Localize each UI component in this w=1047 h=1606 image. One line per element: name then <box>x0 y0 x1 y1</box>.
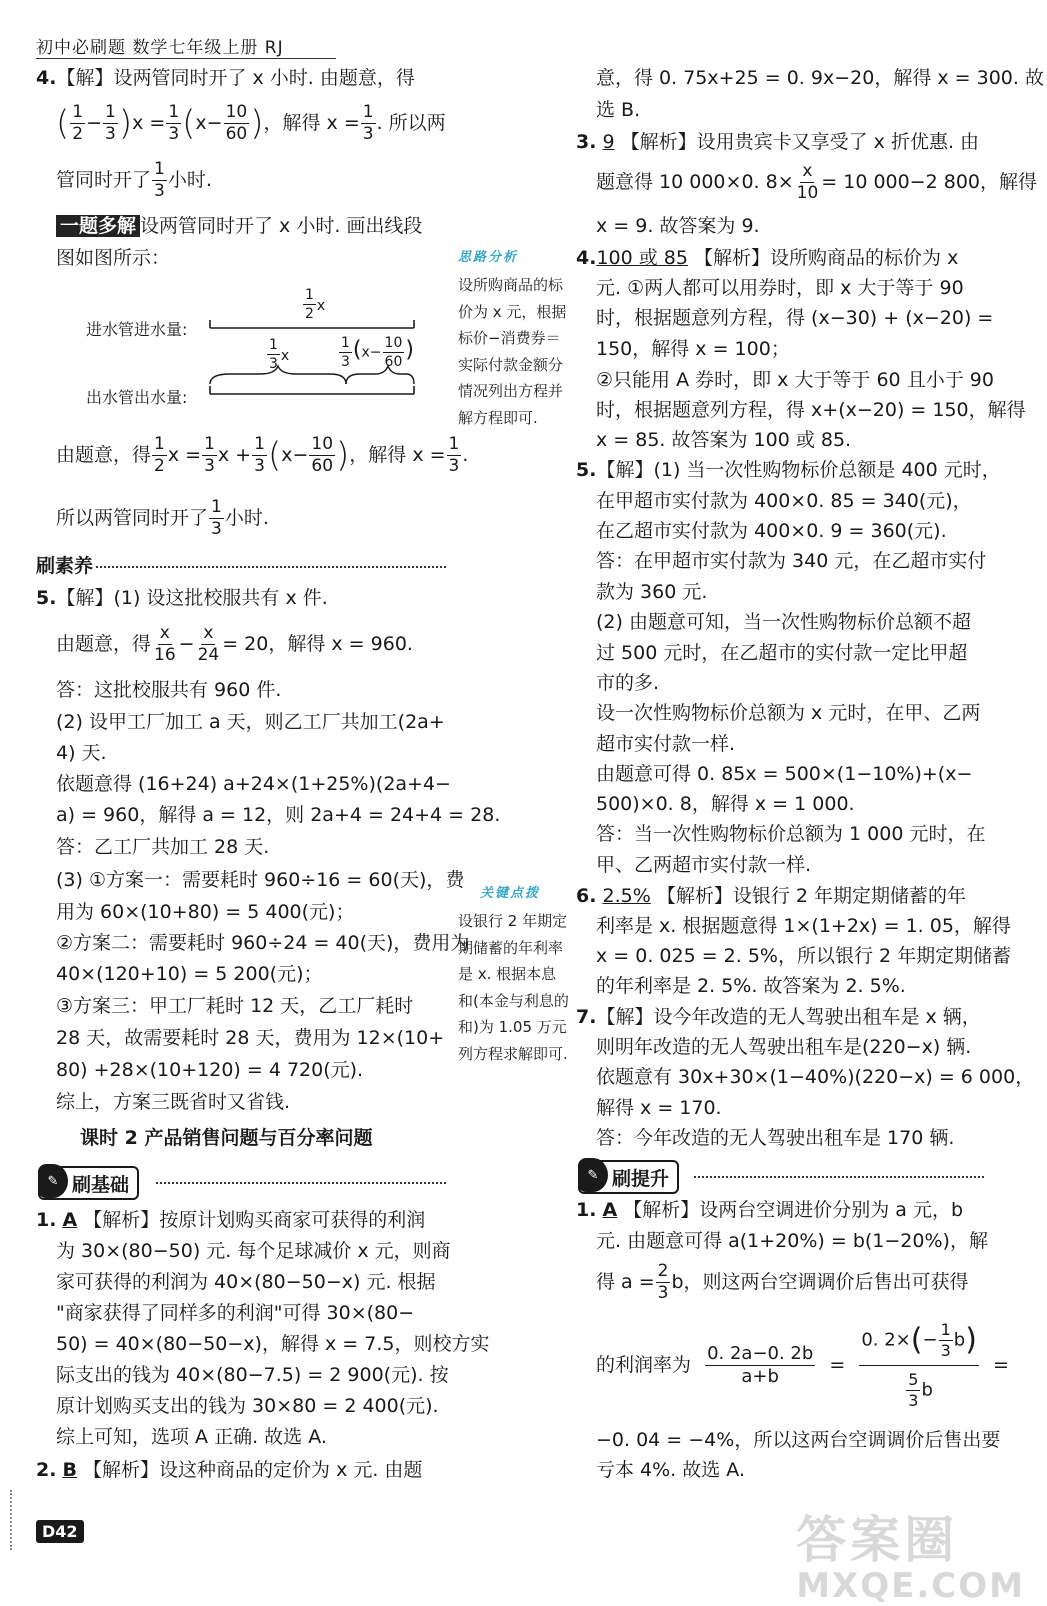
brush-icon: ✎ <box>38 1164 68 1198</box>
badge-basic-divider <box>156 1182 446 1184</box>
diagram-third-x: $\frac{1}{3}$ x <box>269 337 290 372</box>
left-q5-line5: 4) 天. <box>56 742 107 764</box>
left-q4-line3: 管同时开了 $\frac{1}{3}$ 小时. <box>56 159 212 201</box>
margin-dots <box>10 1490 12 1550</box>
right-q3-line3: x = 9. 故答案为 9. <box>596 215 760 237</box>
right-q5-line12: 500)×0. 8，解得 x = 1 000. <box>596 793 855 815</box>
right-q3-line1: 3. 9 【解析】设用贵宾卡又享受了 x 折优惠. 由 <box>576 131 980 153</box>
left-q5-line8: 答：乙工厂共加工 28 天. <box>56 836 270 858</box>
watermark-logo: 答案圈 MXQE.COM <box>796 1511 1025 1606</box>
right-q1b-line5: −0. 04 = −4%，所以这两台空调调价后售出要 <box>596 1429 1001 1451</box>
lesson-title: 课时 2 产品销售问题与百分率问题 <box>80 1127 373 1149</box>
page-number: D42 <box>36 1520 84 1543</box>
diagram-out-label: 出水管出水量: <box>86 388 188 407</box>
right-q4-line7: x = 85. 故答案为 100 或 85. <box>596 429 852 451</box>
right-q5-line4: 答：在甲超市实付款为 340 元，在乙超市实付 <box>596 550 987 572</box>
right-q2-line2: 意，得 0. 75x+25 = 0. 9x−20，解得 x = 300. 故 <box>596 67 1044 89</box>
left-q1-line2: 为 30×(80−50) 元. 每个足球减价 x 元，则商 <box>56 1240 451 1262</box>
section-divider <box>96 566 446 568</box>
right-q3-line2: 题意得 10 000×0. 8× $\frac{x}{10}$ = 10 000−2 800，解得 <box>596 161 1038 203</box>
right-q5-line13: 答：当一次性购物标价总额为 1 000 元时，在 <box>596 823 986 845</box>
diagram-third-x-minus: $\frac{1}{3}$ (x− $\frac{10}{60}$ ) <box>341 335 414 370</box>
right-q6-line4: 的年利率是 2. 5%. 故答案为 2. 5%. <box>596 975 906 997</box>
right-q7-line4: 解得 x = 170. <box>596 1097 722 1119</box>
note-label-key: 关键点拨 <box>480 886 541 901</box>
answer-choice: A <box>602 1199 618 1221</box>
right-q1b-line4: 的利润率为 $\frac{0. 2a-0. 2b}{a+b}$ = 0. 2×(− $\frac{1}{3}$ b) $\frac{5}{3}$ b = <box>596 1320 1009 1410</box>
right-q4-line3: 时，根据题意列方程，得 (x−30) + (x−20) = <box>596 307 994 329</box>
left-q1-line3: 家可获得的利润为 40×(80−50−x) 元. 根据 <box>56 1271 436 1293</box>
left-q5-line12: 40×(120+10) = 5 200(元)； <box>56 963 323 985</box>
left-q5-line10: 用为 60×(10+80) = 5 400(元)； <box>56 901 355 923</box>
page-header: 初中必刷题 数学七年级上册 RJ <box>36 38 284 58</box>
left-q5-line15: 80) +28×(10+120) = 4 720(元). <box>56 1059 364 1081</box>
left-q1-line7: 原计划购买支出的钱为 30×80 = 2 400(元). <box>56 1395 439 1417</box>
badge-advance: ✎ 刷提升 <box>578 1160 679 1194</box>
side-note-key: 设银行 2 年期定期储蓄的年利率是 x. 根据本息和(本金与利息的和)为 1.05 万元列方程求解即可. <box>458 912 569 1063</box>
section-title-practice: 刷素养 <box>36 555 94 577</box>
segment-diagram <box>80 286 440 416</box>
answer-fill: 9 <box>602 131 615 153</box>
left-q4-line2: ( $\frac{1}{2}$ − $\frac{1}{3}$ )x = $\frac{1}{3}$ (x− $\frac{10}{60}$ )，解得 x = $\frac{1}{3}$ . 所以两 <box>56 102 446 144</box>
right-q5-line2: 在甲超市实付款为 400×0. 85 = 340(元)， <box>596 490 972 512</box>
right-q4-line5: ②只能用 A 券时，即 x 大于等于 60 且小于 90 <box>596 369 994 391</box>
right-q5-line8: 市的多. <box>596 672 660 694</box>
left-q4-line4: 由题意，得 $\frac{1}{2}$ x = $\frac{1}{3}$ x + $\frac{1}{3}$ (x− $\frac{10}{60}$ )，解得 x = $\frac{1}{3}$ . <box>56 434 469 476</box>
header-rule <box>36 58 336 59</box>
left-q5-line7: a) = 960，解得 a = 12，则 2a+4 = 24+4 = 28. <box>56 804 501 826</box>
left-q2-line1: 2. B 【解析】设这种商品的定价为 x 元. 由题 <box>36 1459 423 1481</box>
right-q6-line2: 利率是 x. 根据题意得 1×(1+2x) = 1. 05，解得 <box>596 915 1011 937</box>
right-q2-line3: 选 B. <box>596 99 641 121</box>
left-q5-line14: 28 天，故需要耗时 28 天，费用为 12×(10+ <box>56 1027 445 1049</box>
left-q1-line5: 50) = 40×(80−50−x)，解得 x = 7.5，则校方实 <box>56 1333 490 1355</box>
left-q5-line3: 答：这批校服共有 960 件. <box>56 679 282 701</box>
brush-icon: ✎ <box>578 1158 608 1192</box>
right-q5-line5: 款为 360 元. <box>596 581 708 603</box>
right-q5-line14: 甲、乙两超市实付款一样. <box>596 854 812 876</box>
diagram-half-x: $\frac{1}{2}$ x <box>305 287 326 322</box>
note-label-analysis: 思路分析 <box>458 250 519 265</box>
left-q5-line4: (2) 设甲工厂加工 a 天，则乙工厂共加工(2a+ <box>56 711 445 733</box>
right-q7-line3: 依题意有 30x+30×(1−40%)(220−x) = 6 000， <box>596 1066 1035 1088</box>
left-q4-alt-line2: 图如图所示： <box>56 247 171 269</box>
left-q5-line2: 由题意，得 $\frac{x}{16}$ − $\frac{x}{24}$ = 20，解得 x = 960. <box>56 623 413 665</box>
right-q4-line6: 时，根据题意列方程，得 x+(x−20) = 150，解得 <box>596 399 1026 421</box>
question-number: 4. <box>36 67 57 89</box>
left-q5-line6: 依题意得 (16+24) a+24×(1+25%)(2a+4− <box>56 773 451 795</box>
answer-choice: A <box>62 1209 78 1231</box>
right-q4-line4: 150，解得 x = 100； <box>596 338 790 360</box>
diagram-in-label: 进水管进水量: <box>86 320 188 339</box>
right-q1b-line3: 得 a = $\frac{2}{3}$ b，则这两台空调调价后售出可获得 <box>596 1261 969 1303</box>
right-q7-line2: 则明年改造的无人驾驶出租车是(220−x) 辆. <box>596 1036 972 1058</box>
right-q5-line3: 在乙超市实付款为 400×0. 9 = 360(元). <box>596 520 947 542</box>
alt-solution-tag: 一题多解 <box>56 215 140 237</box>
badge-advance-divider <box>694 1176 984 1178</box>
right-q1b-line2: 元. 由题意可得 a(1+20%) = b(1−20%)，解 <box>596 1230 988 1252</box>
right-q4-line2: 元. ①两人都可以用券时，即 x 大于等于 90 <box>596 277 964 299</box>
answer-fill: 100 或 85 <box>596 247 688 269</box>
left-q4-line1: 4.【解】设两管同时开了 x 小时. 由题意，得 <box>36 67 415 89</box>
right-q7-line1: 7.【解】设今年改造的无人驾驶出租车是 x 辆， <box>576 1006 981 1028</box>
left-q5-line13: ③方案三：甲工厂耗时 12 天，乙工厂耗时 <box>56 995 414 1017</box>
left-q1-line4: "商家获得了同样多的利润"可得 30×(80− <box>56 1302 415 1324</box>
right-q5-line11: 由题意可得 0. 85x = 500×(1−10%)+(x− <box>596 763 973 785</box>
right-q6-line3: x = 0. 025 = 2. 5%，所以银行 2 年期定期储蓄 <box>596 945 1012 967</box>
answer-choice: B <box>62 1459 77 1481</box>
right-q5-line7: 过 500 元时，在乙超市的实付款一定比甲超 <box>596 642 968 664</box>
badge-basic: ✎ 刷基础 <box>38 1166 139 1200</box>
right-q5-line10: 超市实付款一样. <box>596 733 736 755</box>
right-q5-line9: 设一次性购物标价总额为 x 元时，在甲、乙两 <box>596 702 981 724</box>
right-q5-line6: (2) 由题意可知，当一次性购物标价总额不超 <box>596 611 971 633</box>
left-q5-line1: 5.【解】(1) 设这批校服共有 x 件. <box>36 587 328 609</box>
right-q1b-line6: 亏本 4%. 故选 A. <box>596 1459 746 1481</box>
left-q1-line1: 1. A 【解析】按原计划购买商家可获得的利润 <box>36 1209 426 1231</box>
answer-fill: 2.5% <box>602 885 651 907</box>
side-note-analysis: 设所购商品的标价为 x 元，根据标价−消费券＝实际付款金额分情况列出方程并解方程即可. <box>458 276 567 427</box>
left-q5-line11: ②方案二：需要耗时 960÷24 = 40(天)，费用为 <box>56 932 470 954</box>
left-q1-line8: 综上可知，选项 A 正确. 故选 A. <box>56 1426 327 1448</box>
right-q1b-line1: 1. A 【解析】设两台空调进价分别为 a 元，b <box>576 1199 964 1221</box>
left-q1-line6: 际支出的钱为 40×(80−7.5) = 2 900(元). 按 <box>56 1364 449 1386</box>
right-q7-line5: 答：今年改造的无人驾驶出租车是 170 辆. <box>596 1127 955 1149</box>
left-q5-line9: (3) ①方案一：需要耗时 960÷16 = 60(天)，费 <box>56 869 465 891</box>
left-q4-alt-line1: 一题多解 设两管同时开了 x 小时. 画出线段 <box>56 212 422 240</box>
right-q6-line1: 6. 2.5% 【解析】设银行 2 年期定期储蓄的年 <box>576 885 966 907</box>
right-q4-line1: 4.100 或 85 【解析】设所购商品的标价为 x <box>576 247 959 269</box>
left-q4-line5: 所以两管同时开了 $\frac{1}{3}$ 小时. <box>56 497 269 539</box>
left-q5-line16: 综上，方案三既省时又省钱. <box>56 1091 291 1113</box>
right-q5-line1: 5.【解】(1) 当一次性购物标价总额是 400 元时， <box>576 459 1001 481</box>
